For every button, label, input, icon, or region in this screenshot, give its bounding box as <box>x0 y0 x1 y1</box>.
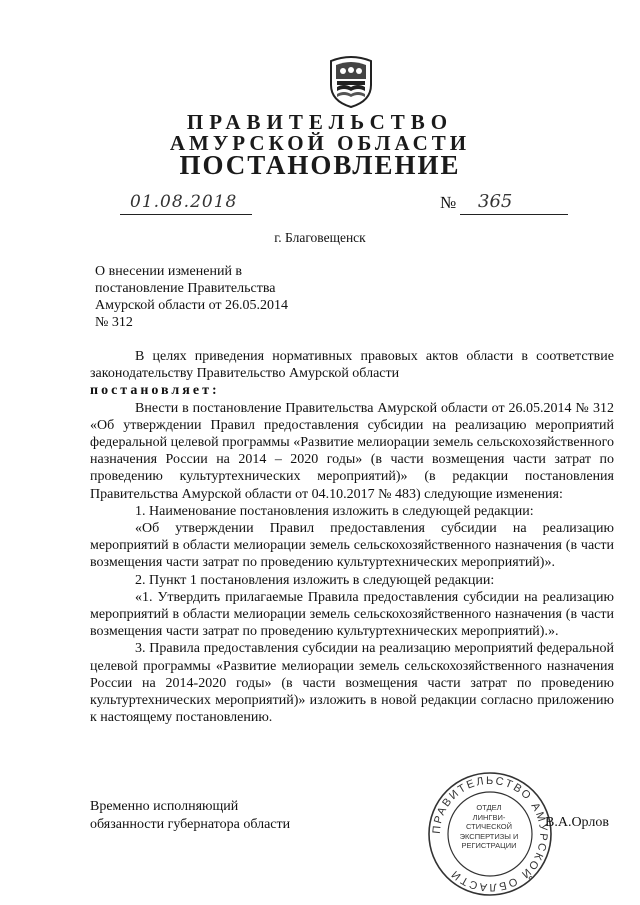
number-label: № <box>440 193 457 212</box>
subject-line-3: Амурской области от 26.05.2014 <box>95 298 288 313</box>
stamp-ring-text: ПРАВИТЕЛЬСТВО АМУРСКОЙ ОБЛАСТИ <box>430 774 550 894</box>
signatory-position <box>90 798 290 834</box>
paragraph-main: Внести в постановление Правительства Амурской области от 26.05.2014 № 312 «Об утверждении Правил предоставления субсидии на реализацию мероприятий федеральной целевой программы «Развитие мелиорации земель сельскохозяйственного назначения России на 2014 – 2020 годы» (в части возмещения части затрат по проведению культуртехнических мероприятий)» (в редакции постановления Правительства Амурской области от 04.10.2017 № 483) следующие изменения: <box>90 400 614 502</box>
number-field <box>460 192 568 215</box>
intro-paragraph: В целях приведения нормативных правовых актов области в соответствие законодательству Правительство Амурской области <box>90 349 614 382</box>
stamp-line-2: ЛИНГВИ- <box>472 812 506 822</box>
coat-of-arms-icon <box>327 55 375 109</box>
stamp-line-5: РЕГИСТРАЦИИ <box>461 841 517 850</box>
subject-line-1: О внесении изменений в <box>95 264 243 279</box>
document-type-title: ПОСТАНОВЛЕНИЕ <box>179 150 461 180</box>
paragraph-item-1-text: «Об утверждении Правил предоставления субсидии на реализацию мероприятий в области мелиорации земель сельскохозяйственного назначения (в части возмещения части затрат по проведению культуртехнических мероприятий)». <box>90 521 614 571</box>
region-title: АМУРСКОЙ ОБЛАСТИ <box>169 131 471 155</box>
document-number: 365 <box>478 191 513 212</box>
document-body <box>90 348 614 726</box>
position-line-2: обязанности губернатора области <box>90 817 291 832</box>
government-title: ПРАВИТЕЛЬСТВО <box>186 110 454 134</box>
stamp-line-4: ЭКСПЕРТИЗЫ И <box>459 831 519 841</box>
position-line-1: Временно исполняющий <box>90 799 239 814</box>
stamp-line-3: СТИЧЕСКОЙ <box>465 822 513 831</box>
subject-line-4: № 312 <box>95 315 133 330</box>
stamp-inner-text <box>454 803 524 851</box>
subject-block <box>95 263 325 331</box>
decree-word: постановляет: <box>90 383 220 399</box>
paragraph-item-1: 1. Наименование постановления изложить в следующей редакции: <box>135 503 534 519</box>
city-line: г. Благовещенск <box>274 230 366 245</box>
paragraph-item-3: 3. Правила предоставления субсидии на реализацию мероприятий федеральной целевой программы «Развитие мелиорации земель сельскохозяйственного назначения России на 2014-2020 годы» (в части возмещения части затрат по проведению культуртехнических мероприятий)» изложить в новой редакции согласно приложению к настоящему постановлению. <box>90 641 614 726</box>
document-date: 01.08.2018 <box>130 192 238 212</box>
subject-line-2: постановление Правительства <box>95 281 276 296</box>
paragraph-item-2: 2. Пункт 1 постановления изложить в следующей редакции: <box>135 572 495 588</box>
stamp-line-1: ОТДЕЛ <box>476 803 502 812</box>
date-field <box>120 192 252 215</box>
paragraph-item-2-text: «1. Утвердить прилагаемые Правила предоставления субсидии на реализацию мероприятий в области мелиорации земель сельскохозяйственного назначения (в части возмещения части затрат по проведению культуртехнических мероприятий).». <box>90 589 614 640</box>
signatory-name: В.А.Орлов <box>545 815 609 830</box>
